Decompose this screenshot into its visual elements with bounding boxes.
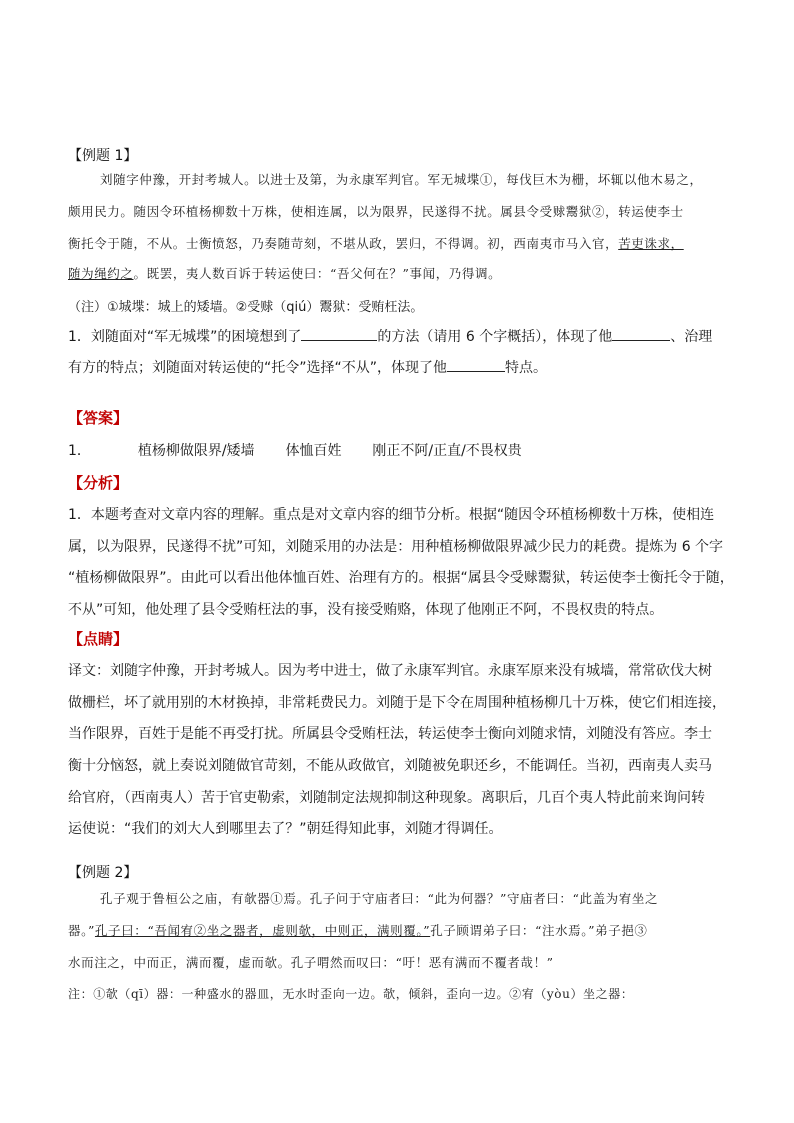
answer-item-1: 植杨柳做限界/矮墙 (137, 443, 255, 459)
ex1-passage-line-4 (68, 264, 740, 282)
analysis-line: 属，以为限界，民遂得不扰”可知，刘随采用的办法是：用种植杨柳做限界减少民力的耗费。提炼为 6 个字 (68, 539, 724, 555)
ex1-passage-text: 刘随字仲豫，开封考城人。以进士及第，为永康军判官。军无城堞①，每伐巨木为栅，坏辄以他木易之， (100, 172, 703, 187)
ex1-passage-line-2 (68, 202, 740, 220)
translation-line: 做栅栏，坏了就用别的木材换掉，非常耗费民力。刘随于是下令在周围种植杨柳几十万株，使它们相连接， (68, 695, 726, 711)
analysis-heading: 【分析】 (68, 474, 129, 492)
ex1-passage-line-3 (68, 234, 740, 252)
ex2-passage-text: 水而注之，中而正，满而覆，虚而欹。孔子喟然而叹曰：“吁！恶有满而不覆者哉！” (68, 955, 554, 970)
answer-blank (447, 370, 505, 372)
answer-heading: 【答案】 (68, 409, 129, 427)
ex1-passage-text: 。既罢，夷人数百诉于转运使曰：“吾父何在？”事闻，乃得调。 (133, 266, 502, 281)
translation-line: 当作限界，百姓于是能不再受打扰。所属县令受贿枉法，转运使李士衡向刘随求情，刘随没有答应。李士 (68, 726, 712, 742)
ex2-note: 注：①欹（qī）器：一种盛水的器皿，无水时歪向一边。欹，倾斜，歪向一边。②宥（yòu）坐之器： (68, 987, 634, 1001)
answer-item-3: 刚正不阿/正直/不畏权贵 (372, 443, 522, 459)
translation-line: 给官府，（西南夷人）苦于官吏勒索，刘随制定法规抑制这种现象。离职后，几百个夷人特此前来询问转 (68, 790, 705, 806)
question-text: 、治理 (670, 329, 713, 345)
question-text: 特点。 (505, 360, 548, 376)
ex2-passage-line-1 (100, 889, 740, 907)
analysis-line: 1．本题考查对文章内容的理解。重点是对文章内容的细节分析。根据“随因令环植杨柳数十万株，使相连 (68, 507, 715, 523)
question-text: 1．刘随面对“军无城堞”的困境想到了 (68, 329, 302, 345)
ex2-passage-line-3 (68, 953, 740, 971)
ex1-passage-text: 颇用民力。随因令环植杨柳数十万株，使相连属，以为限界，民遂得不扰。属县令受赇鬻狱②，转运使李士 (68, 204, 684, 219)
answer-blank (301, 339, 377, 341)
translation-line: 衡十分恼怒，就上奏说刘随做官苛刻，不能从政做官，刘随被免职还乡，不能调任。当初，西南夷人卖马 (68, 758, 712, 774)
ex2-passage-text: 孔子观于鲁桓公之庙，有欹器①焉。孔子问于守庙者曰：“此为何器？”守庙者曰：“此盖为宥坐之 (100, 891, 659, 906)
ex2-passage-text: 器。” (68, 923, 95, 938)
question-1-line-2 (68, 357, 728, 377)
ex1-underlined-phrase: 随为绳约之 (68, 266, 134, 281)
answer-item-2: 体恤百姓 (285, 443, 342, 459)
highlight-heading: 【点睛】 (68, 630, 129, 648)
translation-line: 运使说：“我们的刘大人到哪里去了？”朝廷得知此事，刘随才得调任。 (68, 821, 503, 837)
answer-blank (612, 339, 670, 341)
ex2-underlined-phrase: 孔子曰：“吾闻宥②坐之器者，虚则欹，中则正，满则覆。” (94, 923, 431, 938)
example-1-heading: 【例题 1】 (68, 148, 138, 164)
answer-line (68, 440, 728, 460)
ex1-note: （注）①城堞：城上的矮墙。②受赇（qiú）鬻狱：受贿枉法。 (68, 300, 424, 315)
analysis-line: 不从”可知，他处理了县令受贿枉法的事，没有接受贿赂，体现了他刚正不阿，不畏权贵的特点。 (68, 602, 664, 618)
translation-line: 译文：刘随字仲豫，开封考城人。因为考中进士，做了永康军判官。永康军原来没有城墙，常常砍伐大树 (68, 663, 712, 679)
question-1-line-1 (68, 326, 748, 346)
ex1-underlined-phrase: 苦吏诛求， (618, 236, 684, 251)
ex1-passage-text: 衡托令于随，不从。士衡愤怒，乃奏随苛刻，不堪从政，罢归，不得调。初，西南夷市马入官， (68, 236, 619, 251)
example-2-heading: 【例题 2】 (68, 865, 138, 881)
question-text: 的方法（请用 6 个字概括），体现了他 (377, 329, 613, 345)
analysis-line: “植杨柳做限界”。由此可以看出他体恤百姓、治理有方的。根据“属县令受赇鬻狱，转运使李士衡托令于随， (68, 570, 734, 586)
ex2-passage-text: 孔子顾谓弟子曰：“注水焉。”弟子挹③ (430, 923, 648, 938)
ex2-passage-line-2 (68, 921, 740, 939)
question-text: 有方的特点；刘随面对转运使的“托令”选择“不从”，体现了他 (68, 360, 448, 376)
answer-number: 1． (68, 443, 91, 459)
ex1-passage-line-1 (100, 170, 740, 188)
